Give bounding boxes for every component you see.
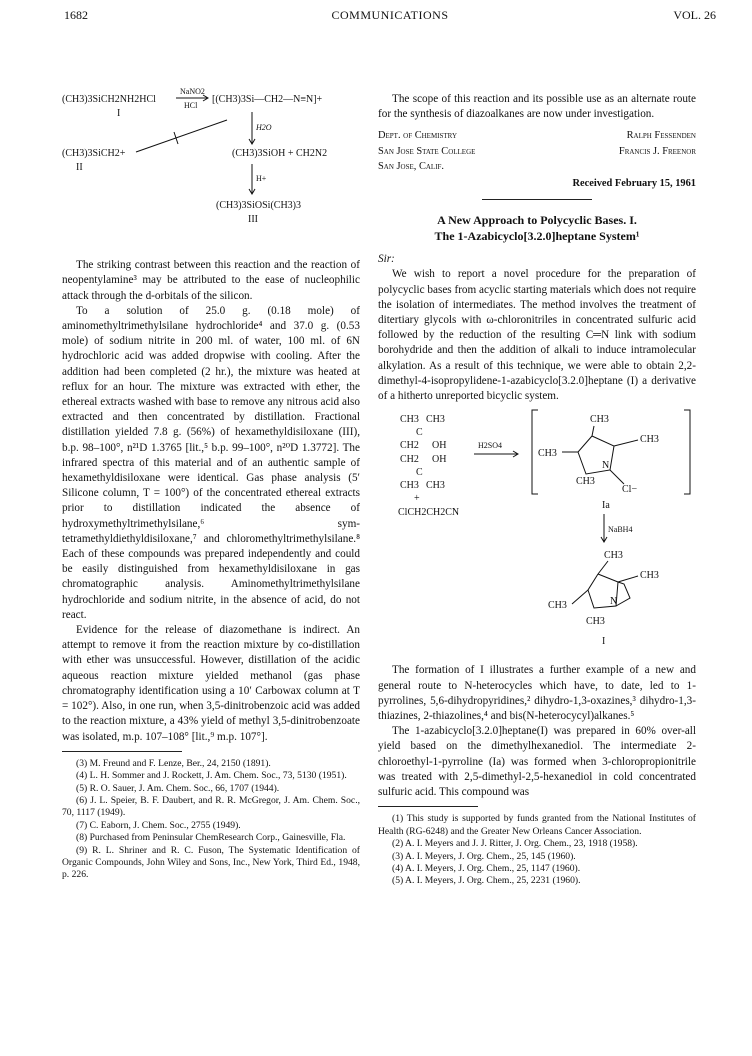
methyl-label: CH3 xyxy=(426,414,445,426)
methyl-label: CH3 xyxy=(586,616,605,628)
carbocation-formula: (CH3)3SiCH2+ xyxy=(62,148,126,159)
footnote: (5) A. I. Meyers, J. Org. Chem., 25, 2231 (1960). xyxy=(392,875,581,887)
silane-reaction-scheme xyxy=(62,84,360,229)
reagent-hcl: HCl xyxy=(184,101,198,110)
nitrile-formula: ClCH2CH2CN xyxy=(398,507,460,519)
crossed-arrow xyxy=(136,120,227,152)
formation-paragraph: The formation of I illustrates a further example of a new and general route to N-heterocycles which have, to date, led to 1-pyrrolines, 5,6-dihydropyridines,² dihydro-1,3-oxazines,³ dihydro-1,3-thiazines, 2-thiazolines,⁴ and bis(N-heterocycyl)alkanes.⁵ xyxy=(378,664,696,723)
methylene-label: CH2 xyxy=(400,440,419,452)
paragraph: To a solution of 25.0 g. (0.18 mole) of aminomethyltrimethylsilane hydrochloride⁴ and 37.0 g. (0.53 mole) of sodium nitrite in 200 ml. of water, 100 ml. of 6N hydrochloric acid was added dropwise with cooling. After the addition had been completed (2 hr.), the mixture was heated at reflux for an hour. The mixture was extracted with ether, the ethereal extracts washed with base to remove any nitrous acid also extracted and then concentrated by distillation. Fractional distillation yielded 7.8 g. (56%) of hexamethyldisiloxane (III), b.p. 98–100°, n²¹D 1.3765 [lit.,⁵ b.p. 99–100°, n²⁰D 1.3772]. The infrared spectra of this material and of an authentic sample of hexamethyldisiloxane were identical. Gas phase analysis (5′ Silicone column, T = 100°) of the concentrated ethereal extracts prior to distillation indicated the absence of hydroxymethyltrimethylsilane,⁶ sym-tetramethyldiethyldisiloxane,⁷ and chloromethyltrimethylsilane.⁸ Each of these compounds was prepared independently and could be easily distinguished from hexamethyldisiloxane in gas chromatographic analysis. Aminomethyltrimethylsilane hydrochloride and sodium nitrite, in the absence of acid, do not react. xyxy=(62,304,360,621)
article-divider xyxy=(482,199,592,200)
silanol-products: (CH3)3SiOH + CH2N2 xyxy=(232,148,328,159)
footnote: (4) A. I. Meyers, J. Org. Chem., 25, 1147 (1960). xyxy=(392,862,581,874)
scope-paragraph: The scope of this reaction and its possible use as an alternate route for the synthesis of diazoalkanes are now under investigation. xyxy=(378,93,696,121)
methyl-label: CH3 xyxy=(640,434,659,446)
bond xyxy=(618,576,638,582)
methyl-label: CH3 xyxy=(590,414,609,426)
right-bracket xyxy=(684,410,690,494)
disiloxane-formula: (CH3)3SiOSi(CH3)3 xyxy=(216,200,302,211)
azabicyclo-scheme xyxy=(378,408,696,658)
paragraph: Evidence for the release of diazomethane is indirect. An attempt to remove it from the reaction mixture by co-distillation with ether was unsuccessful. However, distillation of the acidic aqueous reaction mixture yielded methanol (gas phase chromatography identification using a 10′ Carbowax column at T = 102°). Also, in one run, when 3,5-dinitrobenzoic acid was added to the reaction mixture, a 43% yield of methyl 3,5-dinitrobenzoate was isolated, m.p. 107–108° [lit.,⁹ m.p. 107°]. xyxy=(62,624,360,743)
footnote: (6) J. L. Speier, B. F. Daubert, and R. R. McGregor, J. Am. Chem. Soc., 70, 1117 (1949). xyxy=(62,794,360,819)
reactant-number: I xyxy=(117,108,121,119)
acid-reagent: H2SO4 xyxy=(478,441,503,451)
received-date: Received February 15, 1961 xyxy=(572,178,696,190)
affiliation-block xyxy=(378,128,696,191)
footnote: (3) M. Freund and F. Lenze, Ber., 24, 2150 (1891). xyxy=(76,757,271,769)
disiloxane-number: III xyxy=(248,214,258,225)
section-title: COMMUNICATIONS xyxy=(331,8,449,22)
article-header xyxy=(378,212,696,244)
footnote-divider xyxy=(62,751,182,752)
left-footnotes xyxy=(62,758,360,882)
carbocation-number: II xyxy=(76,162,83,173)
methyl-label: CH3 xyxy=(538,448,557,460)
author-name: Ralph Fessenden xyxy=(626,130,696,142)
department: Dept. of Chemistry xyxy=(378,130,458,142)
diazonium-intermediate: [(CH3)3Si—CH2—N≡N]+ xyxy=(212,94,323,105)
methyl-label: CH3 xyxy=(548,600,567,612)
bond xyxy=(610,470,624,484)
compound-label-i: I xyxy=(602,636,606,648)
right-footnotes xyxy=(378,813,696,887)
page-number: 1682 xyxy=(64,8,88,22)
methyl-label: CH3 xyxy=(400,480,419,492)
reagent-nitrite: NaNO2 xyxy=(180,87,205,96)
nitrogen-label: N xyxy=(610,596,618,608)
footnote: (2) A. I. Meyers and J. J. Ritter, J. Org. Chem., 23, 1918 (1958). xyxy=(392,838,638,850)
compound-label-ia: Ia xyxy=(602,500,610,512)
left-body xyxy=(62,258,360,745)
left-column xyxy=(62,84,360,882)
acid-label: H+ xyxy=(256,174,267,183)
college: San Jose State College xyxy=(378,145,476,157)
city: San Jose, Calif. xyxy=(378,160,445,172)
nitrogen-label: N xyxy=(602,460,610,472)
chloride-label: Cl− xyxy=(622,484,638,496)
footnote-divider xyxy=(378,806,478,807)
footnote: (5) R. O. Sauer, J. Am. Chem. Soc., 66, 1707 (1944). xyxy=(76,782,280,794)
carbon-label: C xyxy=(416,467,423,479)
bond xyxy=(614,440,638,446)
right-column xyxy=(378,92,696,888)
bond xyxy=(592,426,594,436)
footnote: (9) R. L. Shriner and R. C. Fuson, The Systematic Identification of Organic Compounds, John Wiley and Sons, Inc., New York, Third Ed., 1948, p. 226. xyxy=(62,844,360,881)
methyl-label: CH3 xyxy=(576,476,595,488)
footnote: (7) C. Eaborn, J. Chem. Soc., 2755 (1949). xyxy=(76,819,241,831)
footnote: (3) A. I. Meyers, J. Org. Chem., 25, 145 (1960). xyxy=(392,850,576,862)
reactant-formula: (CH3)3SiCH2NH2HCl xyxy=(62,94,156,105)
footnote: (4) L. H. Sommer and J. Rockett, J. Am. Chem. Soc., 73, 5130 (1951). xyxy=(76,770,347,782)
article-title: A New Approach to Polycyclic Bases. I. xyxy=(437,213,637,228)
volume-label: VOL. 26 xyxy=(673,8,716,22)
methyl-label: CH3 xyxy=(426,480,445,492)
author-name: Francis J. Freenor xyxy=(618,145,696,157)
paragraph: The striking contrast between this reaction and the reaction of neopentylamine³ may be attributed to the ease of nucleophilic attack through the d-orbitals of the silicon. xyxy=(62,259,360,302)
bond xyxy=(598,561,608,574)
water-label: H2O xyxy=(256,123,272,132)
page-header xyxy=(64,8,716,28)
methylene-label: CH2 xyxy=(400,454,419,466)
hydroxyl-label: OH xyxy=(432,454,447,466)
footnote: (8) Purchased from Peninsular ChemResearch Corp., Gainesville, Fla. xyxy=(76,832,346,844)
carbon-label: C xyxy=(416,427,423,439)
salutation: Sir: xyxy=(378,253,395,266)
methyl-label: CH3 xyxy=(604,550,623,562)
bond xyxy=(572,590,588,604)
footnote: (1) This study is supported by funds granted from the National Institutes of Health (RG-6248) and the Greater New Orleans Cancer Association. xyxy=(378,813,696,837)
hydroxyl-label: OH xyxy=(432,440,447,452)
methyl-label: CH3 xyxy=(640,570,659,582)
plus-sign: + xyxy=(414,493,420,505)
intro-paragraph: We wish to report a novel procedure for the preparation of polycyclic bases from acyclic starting materials which does not require the isolation of intermediates. The method involves the treatment of ditertiary glycols with ω-chloronitriles in concentrated sulfuric acid followed by the reduction of the resulting C═N link with sodium borohydride and then the addition of alkali to induce intramolecular alkylation. As a result of this technique, we were able to obtain 2,2-dimethyl-4-isopropylidene-1-azabicyclo[3.2.0]heptane (I) a derivative of a hitherto unreported bicyclic system. xyxy=(378,268,696,403)
borohydride-reagent: NaBH4 xyxy=(608,525,633,535)
preparation-paragraph: The 1-azabicyclo[3.2.0]heptane(I) was prepared in 60% over-all yield based on the dimethylhexanediol. The intermediate 2-chloroethyl-1-pyrroline (Ia) was formed when 3-chloropropionitrile was treated with 2,5-dimethyl-2,5-hexanediol in cold concentrated sulfuric acid. This compound was xyxy=(378,725,696,799)
methyl-label: CH3 xyxy=(400,414,419,426)
article-subtitle: The 1-Azabicyclo[3.2.0]heptane System¹ xyxy=(434,229,640,244)
